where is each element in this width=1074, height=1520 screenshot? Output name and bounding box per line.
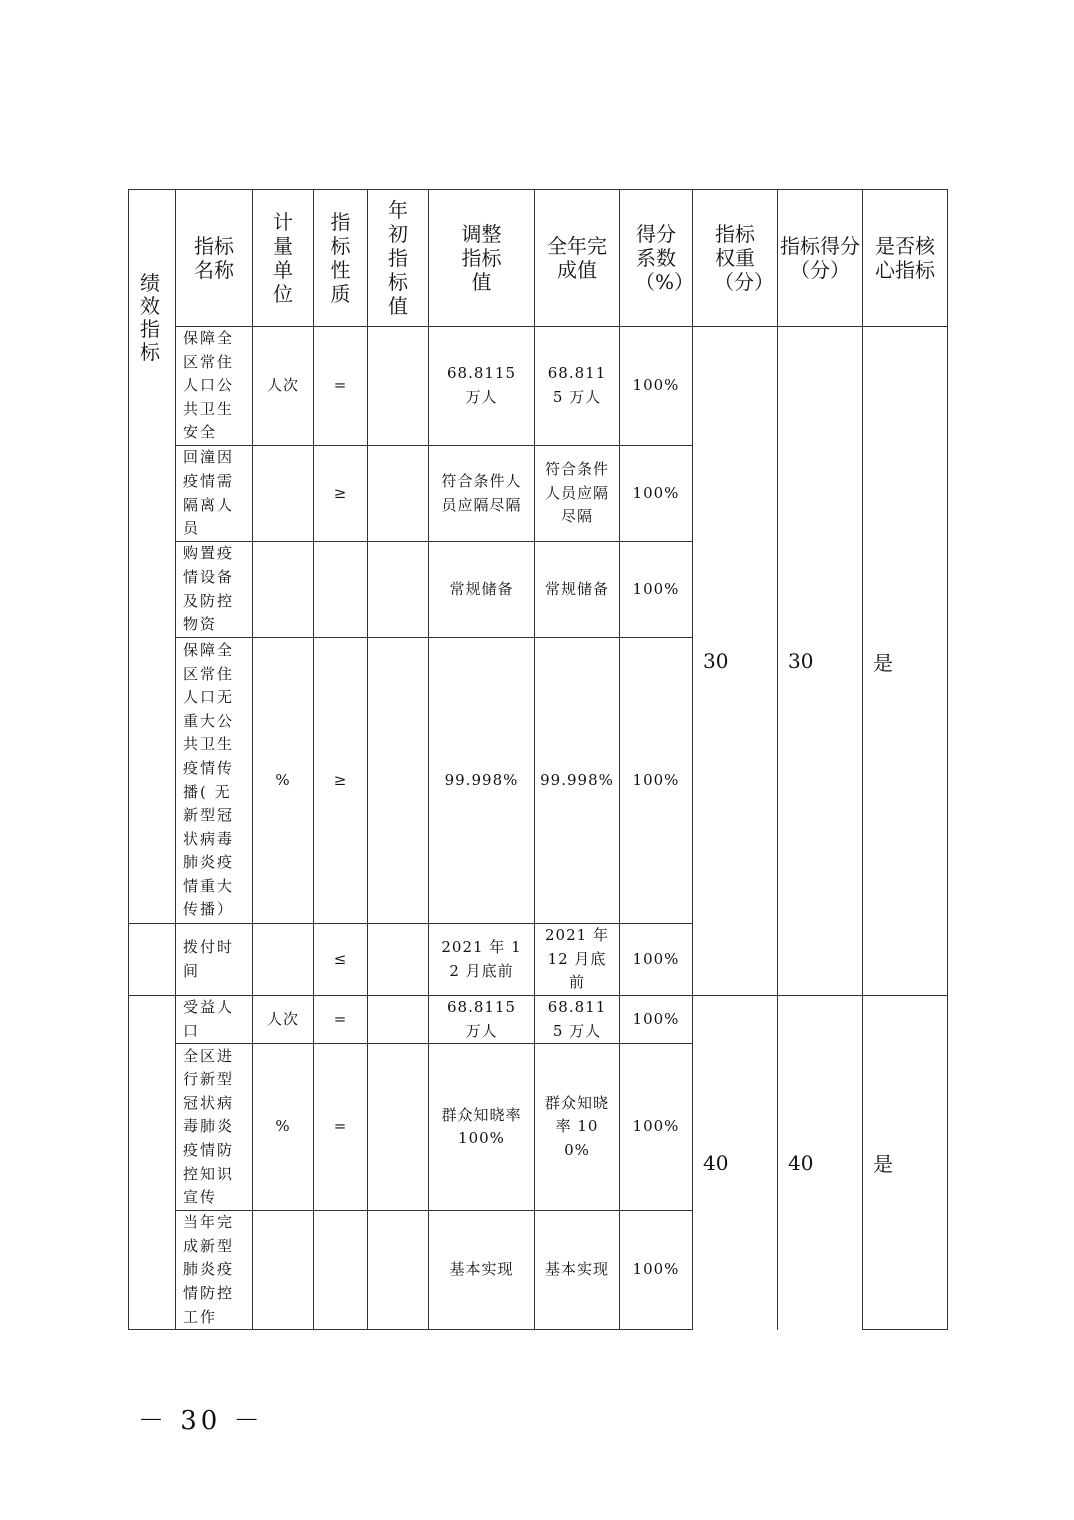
indicator-name: 购置疫情设备及防控物资 xyxy=(176,542,253,638)
indicator-name: 拨付时间 xyxy=(176,924,253,996)
adjusted-value: 常规储备 xyxy=(429,542,535,638)
indicator-name: 当年完成新型肺炎疫情防控工作 xyxy=(176,1211,253,1330)
initial-value xyxy=(368,542,429,638)
header-completed: 全年完成值 xyxy=(535,190,620,327)
coefficient: 100% xyxy=(620,638,693,924)
nature: ≤ xyxy=(314,924,368,996)
coefficient: 100% xyxy=(620,996,693,1044)
initial-value xyxy=(368,446,429,542)
group-label-cont xyxy=(129,996,176,1330)
unit xyxy=(253,1211,314,1330)
adjusted-value: 基本实现 xyxy=(429,1211,535,1330)
coefficient: 100% xyxy=(620,924,693,996)
indicator-name: 全区进行新型冠状病毒肺炎疫情防控知识宣传 xyxy=(176,1044,253,1211)
header-coefficient: 得分系数（%） xyxy=(620,190,693,327)
unit: 人次 xyxy=(253,996,314,1044)
nature: ≥ xyxy=(314,446,368,542)
adjusted-value: 2021 年 12 月底前 xyxy=(429,924,535,996)
group-core: 是 xyxy=(863,996,948,1330)
page-number: － 30 － xyxy=(138,1406,264,1436)
group-score: 40 xyxy=(778,996,863,1330)
initial-value xyxy=(368,327,429,446)
header-adjusted: 调整指标值 xyxy=(429,190,535,327)
adjusted-value: 99.998% xyxy=(429,638,535,924)
unit: % xyxy=(253,1044,314,1211)
indicator-name: 保障全区常住人口公共卫生安全 xyxy=(176,327,253,446)
group-weight: 40 xyxy=(693,996,778,1330)
header-weight: 指标权重（分） xyxy=(693,190,778,327)
header-core: 是否核心指标 xyxy=(863,190,948,327)
completed-value: 2021 年 12 月底前 xyxy=(535,924,620,996)
coefficient: 100% xyxy=(620,327,693,446)
unit xyxy=(253,542,314,638)
header-unit: 计量单位 xyxy=(253,190,314,327)
completed-value: 68.8115 万人 xyxy=(535,327,620,446)
adjusted-value: 群众知晓率 100% xyxy=(429,1044,535,1211)
adjusted-value: 68.8115 万人 xyxy=(429,327,535,446)
initial-value xyxy=(368,1044,429,1211)
completed-value: 基本实现 xyxy=(535,1211,620,1330)
group-core: 是 xyxy=(863,327,948,996)
unit xyxy=(253,446,314,542)
group-weight: 30 xyxy=(693,327,778,996)
header-nature: 指标性质 xyxy=(314,190,368,327)
indicator-name: 保障全区常住人口无重大公共卫生疫情传播( 无新型冠状病毒肺炎疫情重大传播） xyxy=(176,638,253,924)
completed-value: 68.8115 万人 xyxy=(535,996,620,1044)
unit: 人次 xyxy=(253,327,314,446)
adjusted-value: 符合条件人员应隔尽隔 xyxy=(429,446,535,542)
nature: ≥ xyxy=(314,638,368,924)
initial-value xyxy=(368,638,429,924)
table-row xyxy=(129,996,948,1044)
indicator-name: 回潼因疫情需隔离人员 xyxy=(176,446,253,542)
coefficient: 100% xyxy=(620,542,693,638)
completed-value: 群众知晓率 100% xyxy=(535,1044,620,1211)
nature: = xyxy=(314,996,368,1044)
nature: = xyxy=(314,1044,368,1211)
nature xyxy=(314,542,368,638)
nature: = xyxy=(314,327,368,446)
header-initial: 年初指标值 xyxy=(368,190,429,327)
group-label-cont xyxy=(129,924,176,996)
unit xyxy=(253,924,314,996)
coefficient: 100% xyxy=(620,1044,693,1211)
completed-value: 符合条件人员应隔尽隔 xyxy=(535,446,620,542)
header-row xyxy=(129,190,948,327)
indicator-name: 受益人口 xyxy=(176,996,253,1044)
table-row xyxy=(129,327,948,446)
nature xyxy=(314,1211,368,1330)
adjusted-value: 68.8115 万人 xyxy=(429,996,535,1044)
initial-value xyxy=(368,1211,429,1330)
initial-value xyxy=(368,996,429,1044)
header-name: 指标名称 xyxy=(176,190,253,327)
unit: % xyxy=(253,638,314,924)
header-score: 指标得分（分） xyxy=(778,190,863,327)
performance-indicator-table xyxy=(128,189,948,1330)
initial-value xyxy=(368,924,429,996)
group-label: 绩效指标 xyxy=(140,271,160,364)
group-score: 30 xyxy=(778,327,863,996)
coefficient: 100% xyxy=(620,446,693,542)
coefficient: 100% xyxy=(620,1211,693,1330)
completed-value: 常规储备 xyxy=(535,542,620,638)
completed-value: 99.998% xyxy=(535,638,620,924)
